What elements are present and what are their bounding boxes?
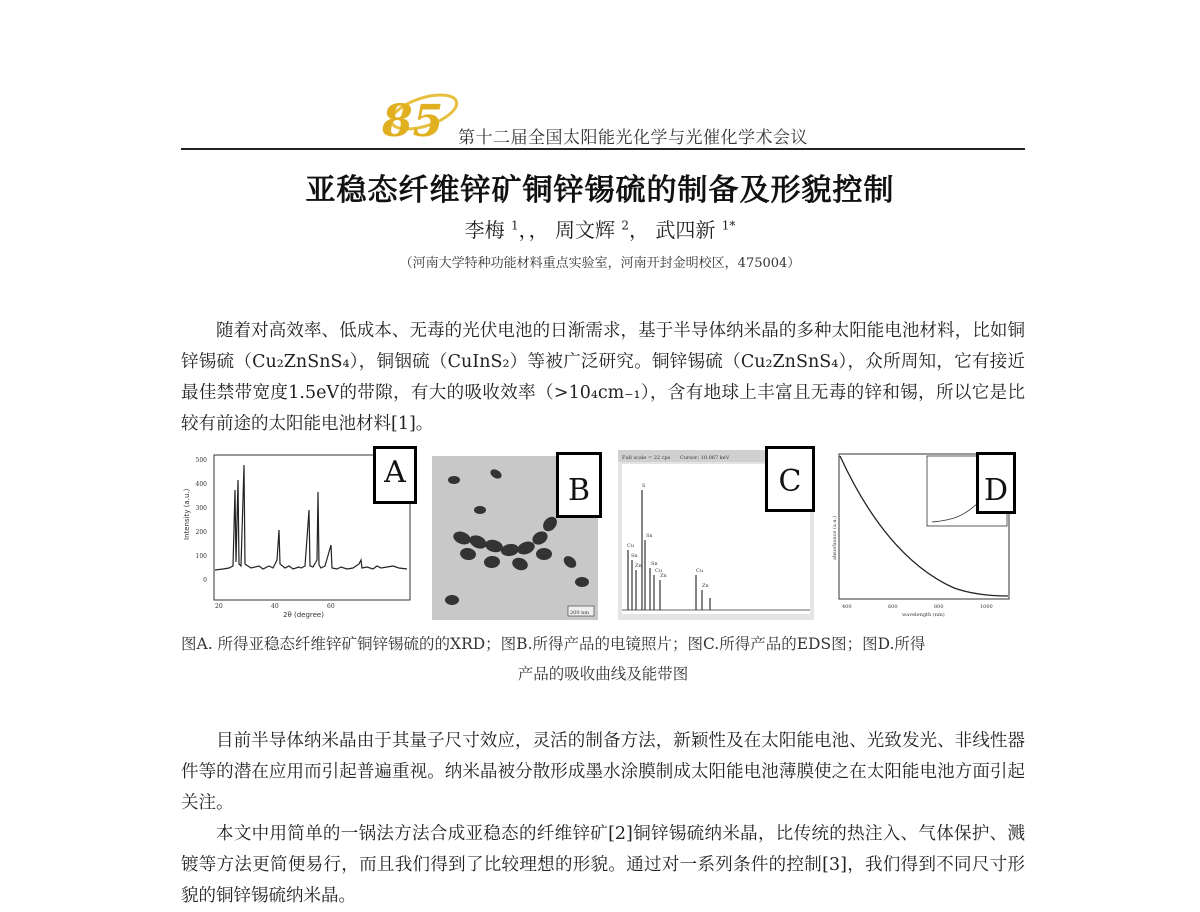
logo-text: 85 [382, 96, 444, 147]
xrd-ylabel: Intensity (a.u.) [183, 488, 191, 540]
panel-label-c: C [765, 446, 815, 512]
author-comma: ， [629, 218, 649, 242]
header-rule [181, 148, 1025, 150]
conference-name: 第十二届全国太阳能光化学与光催化学术会议 [458, 128, 808, 148]
affiliation: （河南大学特种功能材料重点实验室，河南开封金明校区，475004） [399, 256, 801, 271]
panel-label-d: D [976, 452, 1016, 514]
xrd-xtick: 40 [271, 603, 279, 610]
eds-peak-label: S [642, 483, 646, 489]
figure-panel-c [618, 450, 814, 620]
abs-xlabel: wavelength (nm) [902, 612, 945, 618]
author-list [0, 214, 1200, 243]
figure-panel-b [432, 450, 598, 620]
author-1: 李梅 [464, 218, 505, 242]
abs-xtick: 400 [842, 604, 852, 610]
abs-ylabel: absorbance (a.u.) [832, 515, 838, 560]
panel-label-b: B [556, 452, 602, 518]
tem-scalebar-label: 200 nm [570, 610, 590, 616]
eds-peak-label: Zn [635, 563, 642, 569]
caption-line-1: 图A. 所得亚稳态纤维锌矿铜锌锡硫的的XRD；图B.所得产品的电镜照片；图C.所得产品的EDS图；图D.所得 [181, 635, 926, 653]
xrd-ytick: 300 [195, 505, 207, 512]
paragraph-method: 本文中用简单的一锅法方法合成亚稳态的纤维锌矿[2]铜锌锡硫纳米晶，比传统的热注入、气体保护、溅镀等方法更简便易行，而且我们得到了比较理想的形貌。通过对一系列条件的控制[3]，我们得到不同尺寸形貌的铜锌锡硫纳米晶。 [181, 824, 1025, 906]
abs-xtick: 1000 [980, 604, 993, 610]
figure-caption [181, 629, 1025, 689]
xrd-xtick: 20 [215, 603, 223, 610]
author-2: 周文辉 [555, 218, 615, 242]
xrd-ytick: 0 [203, 577, 207, 584]
conference-logo [378, 86, 460, 147]
author-1-affil: 1 [511, 218, 519, 233]
abs-xtick: 600 [888, 604, 898, 610]
eds-header-scale: Full scale = 22 cps [622, 455, 671, 461]
xrd-xtick: 60 [327, 603, 335, 610]
xrd-ytick: 400 [195, 481, 207, 488]
eds-peak-label: Cu [655, 568, 663, 574]
eds-peak-label: Zn [660, 573, 667, 579]
xrd-ytick: 500 [195, 457, 207, 464]
eds-peak-label: Zn [702, 583, 709, 589]
eds-peak-label: Cu [627, 543, 635, 549]
caption-line-2: 产品的吸收曲线及能带图 [517, 665, 689, 683]
abs-xtick: 800 [934, 604, 944, 610]
paper-title: 亚稳态纤维锌矿铜锌锡硫的制备及形貌控制 [305, 173, 895, 208]
eds-header-cursor: Cursor: 10.067 keV [680, 455, 730, 461]
xrd-ytick: 100 [195, 553, 207, 560]
panel-label-a: A [373, 446, 417, 504]
xrd-xlabel: 2θ (degree) [283, 611, 324, 619]
xrd-ytick: 200 [195, 529, 207, 536]
eds-peak-label: Sn [631, 553, 638, 559]
paragraph-intro: 随着对高效率、低成本、无毒的光伏电池的日渐需求，基于半导体纳米晶的多种太阳能电池材料，比如铜锌锡硫（Cu₂ZnSnS₄），铜铟硫（CuInS₂）等被广泛研究。铜锌锡硫（Cu₂ZnSnS₄），众所周知，它有接近最佳禁带宽度1.5eV的带隙，有大的吸收效率（>10₄cm₋₁），含有地球上丰富且无毒的锌和锡，所以它是比较有前途的太阳能电池材料[1]。 [181, 321, 1025, 434]
figure-panel-d [834, 450, 1012, 620]
eds-peak-label: Sn [651, 561, 658, 567]
author-separator: ，， [518, 218, 549, 242]
eds-peak-label: Cu [696, 568, 704, 574]
author-3: 武四新 [655, 218, 716, 242]
eds-peak-label: Sn [646, 533, 653, 539]
figure-panel-a [181, 450, 413, 620]
paragraph-background: 目前半导体纳米晶由于其量子尺寸效应，灵活的制备方法，新颖性及在太阳能电池、光致发光、非线性器件等的潜在应用而引起普遍重视。纳米晶被分散形成墨水涂膜制成太阳能电池薄膜使之在太阳能电池方面引起关注。 [181, 731, 1025, 813]
author-3-affil: 1* [721, 218, 736, 233]
author-2-affil: 2 [621, 218, 629, 233]
